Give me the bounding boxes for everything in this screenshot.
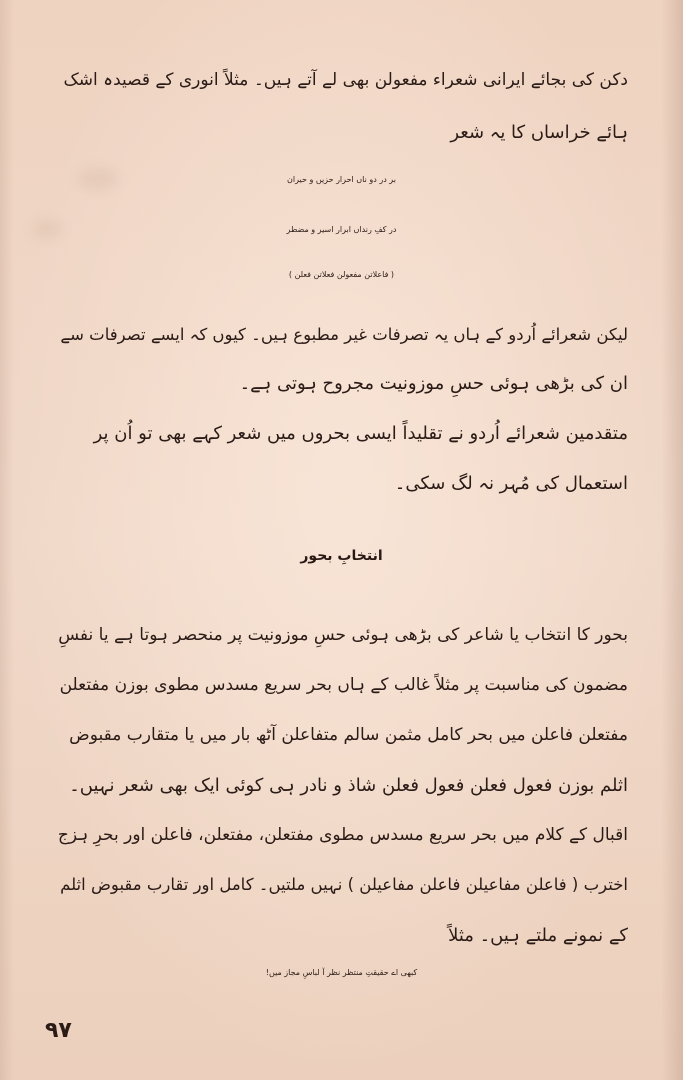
text-line: مضمون کی مناسبت پر مثلاً غالب کے ہاں بحر سریع مسدس مطوی بوزن مفتعلن [59, 675, 628, 695]
page-edge-shadow [661, 0, 683, 1080]
text-line: اثلم بوزن فعول فعلن فعول فعلن شاذ و نادر ہی کوئی ایک بھی شعر نہیں۔ [69, 775, 628, 796]
section-title: انتخابِ بحور [300, 548, 383, 564]
text-line: کے نمونے ملتے ہیں۔ مثلاً [448, 925, 628, 946]
text-line: دکن کی بجائے ایرانی شعراء مفعولن بھی لے آتے ہیں۔ مثلاً انوری کے قصیدہ اشک [63, 70, 628, 90]
text-line: لیکن شعرائے اُردو کے ہاں یہ تصرفات غیر مطبوع ہیں۔ کیوں کہ ایسے تصرفات سے [60, 325, 628, 344]
text-line: ہائے خراساں کا یہ شعر [450, 122, 628, 143]
text-line: استعمال کی مُہر نہ لگ سکی۔ [394, 473, 628, 494]
meter-note: ( فاعلاتن مفعولن فعلاتن فعلن ) [288, 270, 395, 279]
couplet-line: در کفِ رنداں ابرار اسیر و مضطر [286, 225, 397, 234]
text-line: متقدمین شعرائے اُردو نے تقلیداً ایسی بحروں میں شعر کہے بھی تو اُن پر [93, 423, 628, 444]
text-line: بحور کا انتخاب یا شاعر کی بڑھی ہوئی حسِ موزونیت پر منحصر ہوتا ہے یا نفسِ [58, 625, 628, 645]
text-line: ان کی بڑھی ہوئی حسِ موزونیت مجروح ہوتی ہے۔ [239, 373, 628, 394]
page-gutter-shadow [0, 0, 14, 1080]
couplet-line: بر در دو ناں احرار حزیں و حیران [287, 175, 396, 184]
text-line: مفتعلن فاعلن میں بحر کامل مثمن سالم متفاعلن آٹھ بار میں یا متقارب مقبوض [69, 725, 628, 745]
example-verse: کبھی اے حقیقتِ منتظر نظر آ لباسِ مجاز میں! [265, 968, 418, 977]
text-line: اقبال کے کلام میں بحر سریع مسدس مطوی مفتعلن، مفتعلن، فاعلن اور بحرِ ہزج [57, 825, 628, 845]
page-number: ۹۷ [45, 1018, 72, 1043]
text-line: اخترب ( فاعلن مفاعیلن فاعلن مفاعیلن ) نہیں ملتیں۔ کامل اور تقارب مقبوض اثلم [60, 875, 628, 894]
